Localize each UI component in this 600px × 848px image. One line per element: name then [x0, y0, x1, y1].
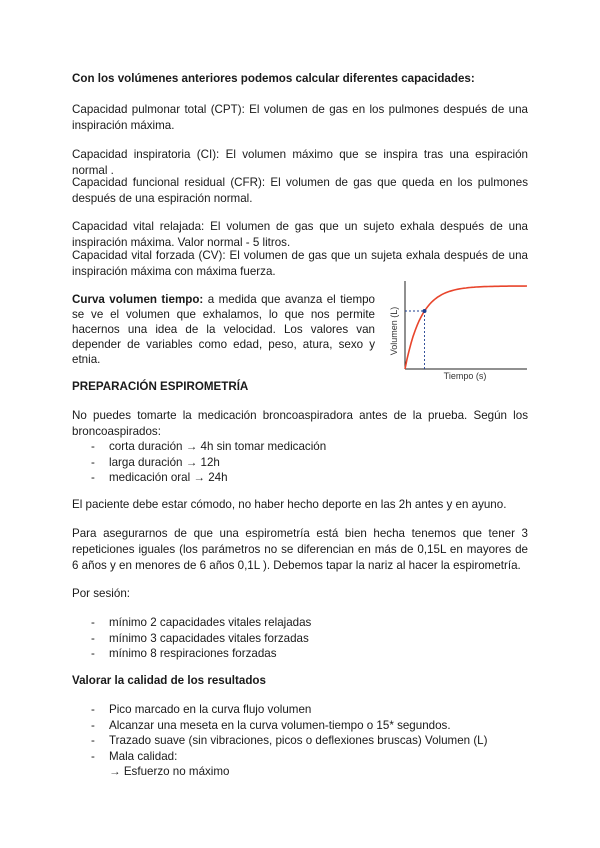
section-heading-preparacion: PREPARACIÓN ESPIROMETRÍA [72, 380, 249, 393]
prep-list [72, 439, 528, 486]
paragraph-ci: Capacidad inspiratoria (CI): El volumen máximo que se inspira tras una espiración normal . [72, 148, 528, 177]
list-item: - mínimo 8 respiraciones forzadas [91, 647, 277, 660]
list-item: - mínimo 3 capacidades vitales forzadas [91, 631, 309, 645]
list-item: - Alcanzar una meseta en la curva volumen-tiempo o 15* segundos. [91, 718, 451, 732]
curva-title: Curva volumen tiempo: [72, 293, 204, 306]
volume-time-chart [375, 275, 530, 385]
paragraph-curva-volumen-tiempo [72, 292, 375, 367]
curva-text: a medida que avanza el tiempo se ve el volumen que exhalamos, lo que nos permite hacernos una idea de la velocidad. Los valores van depender de variables como edad, peso, atura, sexo y etnia. [72, 293, 375, 366]
list-item-sub: → Esfuerzo no máximo [109, 765, 230, 778]
list-item: - Trazado suave (sin vibraciones, picos o deflexiones bruscas) Volumen (L) [91, 734, 488, 747]
list-item: - mínimo 2 capacidades vitales relajadas [91, 616, 312, 629]
list-item: - Mala calidad: [91, 749, 178, 763]
list-item: - corta duración → 4h sin tomar medicación [91, 440, 327, 453]
paragraph-cv-relajada: Capacidad vital relajada: El volumen de gas que un sujeto exhala después de una inspiración máxima. Valor normal - 5 litros. [72, 220, 528, 249]
list-item: - Pico marcado en la curva flujo volumen [91, 703, 312, 716]
paragraph-paciente: El paciente debe estar cómodo, no haber hecho deporte en las 2h antes y en ayuno. [72, 498, 507, 511]
x-axis-label: Tiempo (s) [443, 371, 487, 381]
paragraph-cfr: Capacidad funcional residual (CFR): El volumen de gas que queda en los pulmones después de una espiración normal. [72, 176, 528, 205]
paragraph-prep-intro: No puedes tomarte la medicación broncoaspiradora antes de la prueba. Según los broncoaspirados: [72, 409, 528, 438]
list-item: - medicación oral → 24h [91, 471, 228, 484]
section-heading-capacidades: Con los volúmenes anteriores podemos calcular diferentes capacidades: [72, 72, 475, 85]
paragraph-cpt: Capacidad pulmonar total (CPT): El volumen de gas en los pulmones después de una inspiración máxima. [72, 103, 528, 132]
sesion-list [72, 615, 528, 662]
curve-marker-point [423, 309, 427, 313]
paragraph-por-sesion: Por sesión: [72, 587, 130, 600]
volume-curve [405, 286, 527, 369]
paragraph-cv-forzada: Capacidad vital forzada (CV): El volumen de gas que un sujeta exhala después de una inspiración máxima con máxima fuerza. [72, 249, 528, 278]
list-item: - larga duración → 12h [91, 455, 220, 469]
paragraph-asegurar: Para asegurarnos de que una espirometría está bien hecha tenemos que tener 3 repeticiones iguales (los parámetros no se diferencian en más de 0,15L en mayores de 6 años y en menores de 6 años 0,1L ). Debemos tapar la nariz al hacer la espirometría. [72, 527, 528, 572]
calidad-list [72, 702, 528, 780]
y-axis-label: Volumen (L) [389, 306, 399, 356]
section-heading-calidad: Valorar la calidad de los resultados [72, 674, 266, 687]
